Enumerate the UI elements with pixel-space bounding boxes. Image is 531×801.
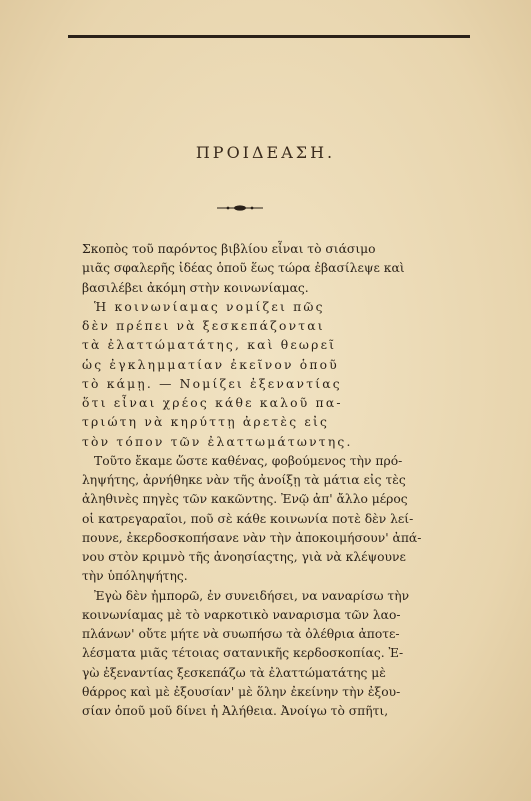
text-line: δὲν πρέπει νὰ ξεσκεπάζονται bbox=[82, 319, 325, 333]
text-line: Σκοπὸς τοῦ παρόντος βιβλίου εἶναι τὸ σιάσιμο bbox=[82, 242, 376, 256]
text-line: νου στὸν κριμνὸ τῆς ἀνοησίαςτης, γιὰ νὰ κλέψουνε bbox=[82, 550, 406, 564]
text-line: τὸν τόπον τῶν ἐλαττωμάτωντης. bbox=[82, 434, 353, 449]
text-line: τριώτη νὰ κηρύττῃ ἀρετὲς εἰς bbox=[82, 415, 330, 430]
text-line: τὸ κάμῃ. — Νομίζει ἐξεναντίας bbox=[82, 376, 342, 391]
text-line: μιᾶς σφαλερῆς ἰδέας ὁποῦ ἕως τώρα ἐβασίλεψε καὶ bbox=[82, 261, 405, 276]
text-line: λέσματα μιᾶς τέτοιας σατανικῆς κερδοσκοπίας. Ἐ- bbox=[82, 646, 404, 661]
body-text bbox=[82, 240, 454, 721]
top-rule bbox=[68, 35, 470, 38]
text-line: τὴν ὑπόληψήτης. bbox=[82, 569, 188, 584]
text-line: σίαν ὁποῦ μοῦ δίνει ἡ Ἀλήθεια. Ἀνοίγω τὸ σπῆτι, bbox=[82, 704, 389, 718]
text-line: Ἐγὼ δὲν ἠμπορῶ, ἐν συνειδήσει, να ναναρίσω τὴν bbox=[94, 588, 410, 603]
text-line: κοινωνίαμας μὲ τὸ ναρκοτικὸ ναναρισμα τῶν λαο- bbox=[82, 607, 401, 622]
text-line: βασιλέβει ἀκόμη στὴν κοινωνίαμας. bbox=[82, 280, 309, 295]
text-line: ὅτι εἶναι χρέος κάθε καλοῦ πα- bbox=[82, 396, 343, 410]
text-line: ληψήτης, ἀρνήθηκε νὰν τῆς ἀνοίξῃ τὰ μάτια εἰς τὲς bbox=[82, 473, 406, 487]
text-line: πουνε, ἐκερδοσκοπήσανε νὰν τὴν ἀποκοιμήσουν' ἀπά- bbox=[82, 530, 422, 545]
text-line: Τοῦτο ἔκαμε ὥστε καθένας, φοβούμενος τὴν πρό- bbox=[94, 453, 403, 468]
text-line: οἱ κατρεγαραῖοι, ποῦ σὲ κάθε κοινωνία ποτὲ δὲν λεί- bbox=[82, 511, 414, 526]
text-line: πλάνων' οὔτε μήτε νὰ συωπήσω τὰ ὀλέθρια ἀποτε- bbox=[82, 627, 400, 641]
text-line: ὡς ἐγκλημματίαν ἐκεῖνον ὁποῦ bbox=[82, 357, 339, 372]
page-heading: ΠΡΟΙΔΕΑΣΗ. bbox=[195, 143, 336, 162]
text-line: τὰ ἐλαττώματάτης, καὶ θεωρεῖ bbox=[82, 338, 337, 353]
ornament-divider-icon bbox=[215, 203, 265, 213]
text-line: Ἡ κοινωνίαμας νομίζει πῶς bbox=[94, 299, 325, 314]
text-line: γὼ ἐξεναντίας ξεσκεπάζω τὰ ἐλαττώματάτης μὲ bbox=[82, 665, 386, 680]
text-line: ἀληθινὲς πηγὲς τῶν κακῶντης. Ἐνῷ ἀπ' ἄλλο μέρος bbox=[82, 492, 408, 507]
text-line: θάρρος καὶ μὲ ἐξουσίαν' μὲ ὅλην ἐκείνην τὴν ἐξου- bbox=[82, 684, 401, 699]
